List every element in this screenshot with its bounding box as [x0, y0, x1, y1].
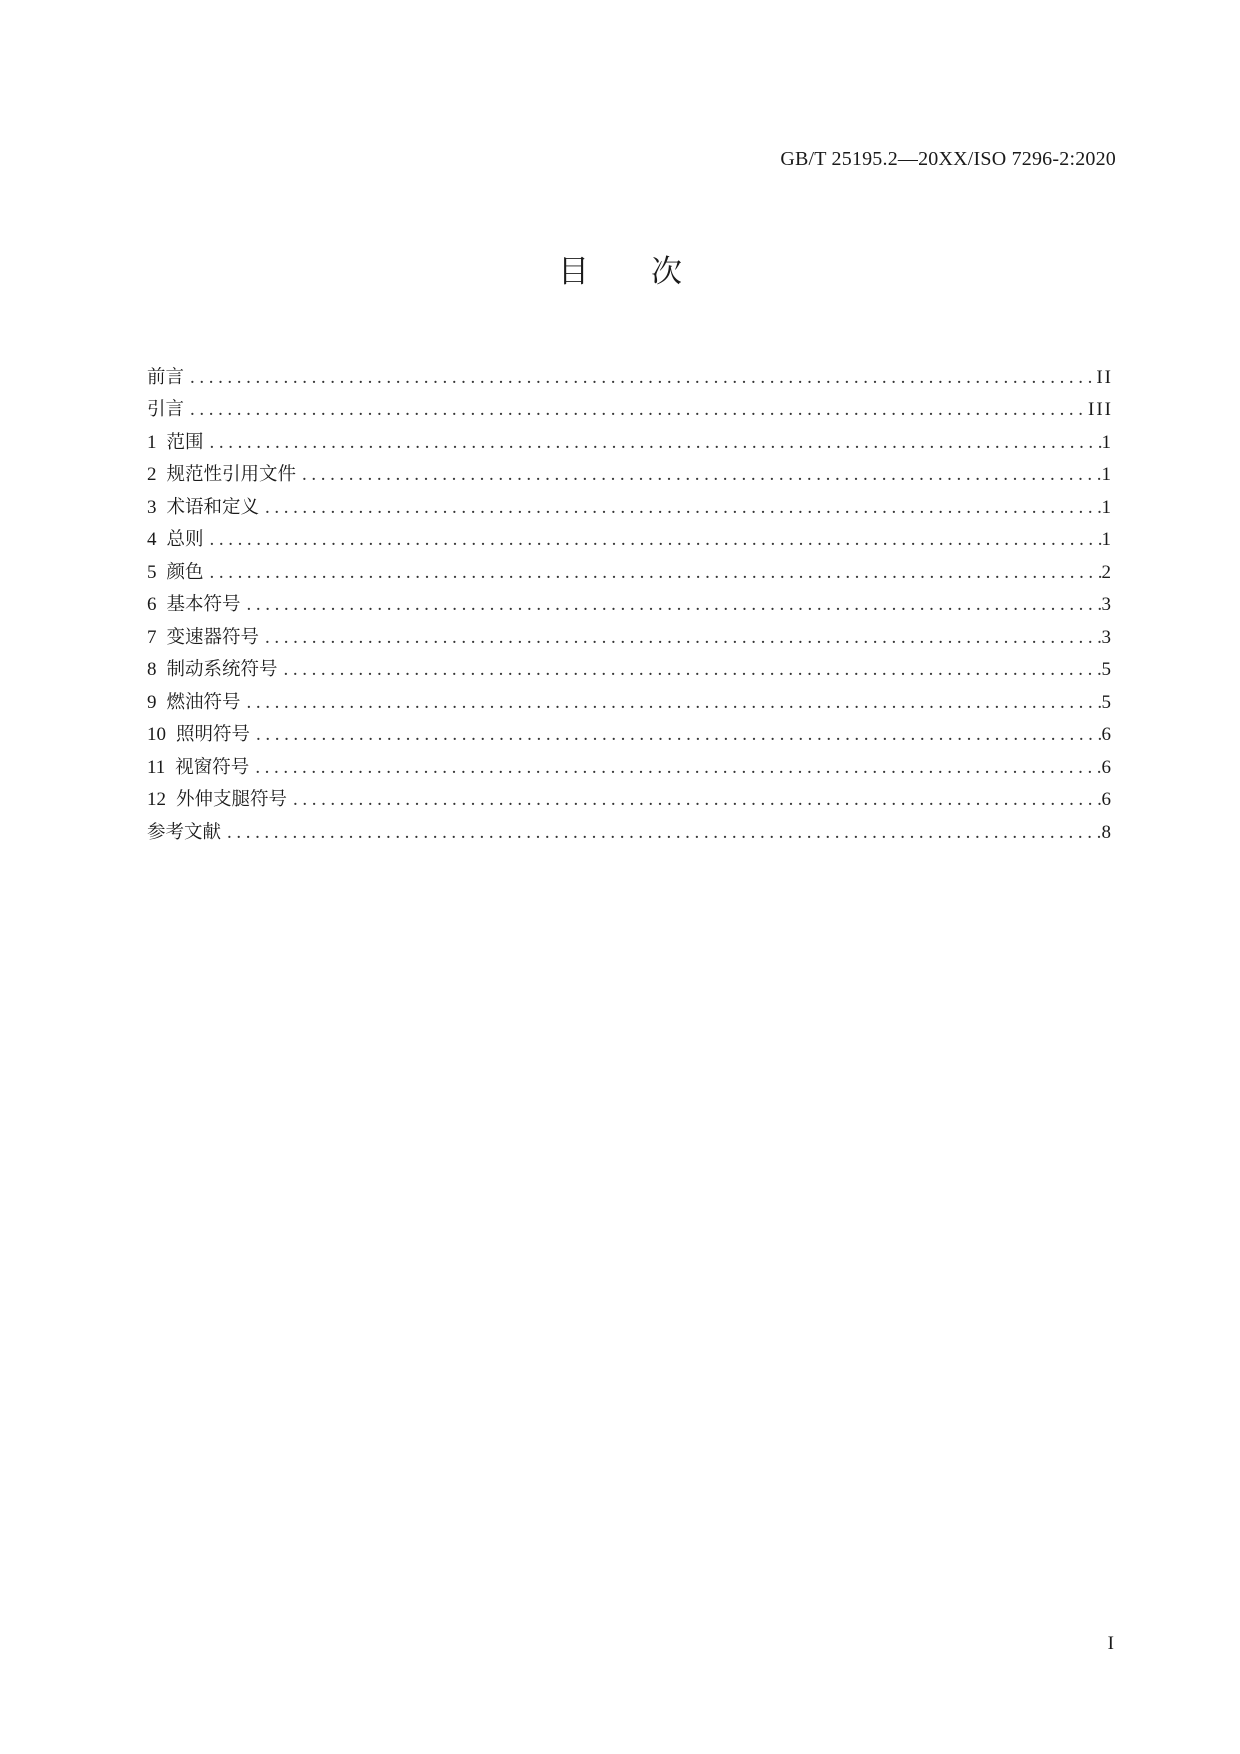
toc-entry-label [147, 755, 249, 781]
table-of-contents [147, 358, 1113, 846]
toc-entry-label [147, 722, 250, 748]
toc-entry-number: 4 [147, 529, 157, 550]
toc-leader-dots [296, 462, 1101, 488]
toc-entry-page: 1 [1101, 529, 1113, 550]
toc-entry-title: 变速器符号 [166, 626, 260, 648]
toc-entry-page: 1 [1101, 464, 1113, 485]
toc-entry-page: 3 [1101, 626, 1113, 648]
toc-title-char-2: 次 [651, 254, 682, 290]
toc-entry-number: 11 [147, 756, 166, 778]
toc-entry-label [147, 397, 184, 423]
toc-entry-title: 照明符号 [176, 724, 251, 745]
toc-entry-brake-system-symbols[interactable] [147, 651, 1113, 684]
toc-entry-number: 6 [147, 594, 157, 615]
toc-entry-number: 8 [147, 659, 157, 680]
toc-entry-title: 规范性引用文件 [166, 464, 297, 485]
toc-leader-dots [184, 397, 1088, 423]
toc-entry-fuel-symbols[interactable] [147, 683, 1113, 716]
toc-entry-title: 制动系统符号 [166, 659, 278, 680]
toc-leader-dots [249, 755, 1101, 781]
toc-entry-label [147, 625, 259, 651]
toc-entry-colour[interactable] [147, 553, 1113, 586]
toc-entry-title: 基本符号 [166, 594, 241, 615]
toc-entry-label [147, 365, 184, 391]
toc-entry-page: 3 [1101, 594, 1113, 615]
toc-entry-page: 5 [1101, 659, 1113, 680]
toc-entry-page: 1 [1101, 496, 1113, 518]
toc-entry-page: 6 [1101, 724, 1113, 745]
toc-leader-dots [278, 657, 1102, 683]
toc-entry-page: 6 [1101, 789, 1113, 810]
toc-leader-dots [241, 592, 1102, 618]
toc-entry-title: 总则 [166, 529, 204, 550]
toc-entry-label [147, 430, 204, 456]
toc-entry-label [147, 820, 221, 846]
toc-entry-label [147, 462, 296, 488]
toc-entry-title: 术语和定义 [166, 496, 260, 518]
toc-leader-dots [287, 787, 1101, 813]
toc-entry-number: 7 [147, 626, 157, 648]
toc-entry-title: 引言 [147, 399, 185, 420]
toc-entry-foreword[interactable] [147, 358, 1113, 391]
toc-entry-page: 2 [1101, 561, 1113, 583]
toc-entry-introduction[interactable] [147, 391, 1113, 424]
toc-leader-dots [250, 722, 1101, 748]
toc-entry-outrigger-symbols[interactable] [147, 781, 1113, 814]
toc-title-char-1: 目 [558, 254, 589, 290]
toc-leader-dots [204, 560, 1102, 586]
toc-entry-title: 前言 [147, 366, 185, 388]
toc-entry-number: 1 [147, 431, 157, 453]
toc-title [0, 252, 1240, 292]
toc-entry-transmission-symbols[interactable] [147, 618, 1113, 651]
toc-leader-dots [204, 527, 1102, 553]
toc-entry-window-symbols[interactable] [147, 748, 1113, 781]
toc-entry-basic-symbols[interactable] [147, 586, 1113, 619]
toc-entry-page: II [1096, 366, 1113, 388]
toc-entry-label [147, 787, 287, 813]
toc-entry-normative-references[interactable] [147, 456, 1113, 489]
toc-entry-number: 2 [147, 464, 157, 485]
toc-entry-label [147, 592, 241, 618]
toc-entry-label [147, 527, 204, 553]
toc-entry-label [147, 690, 241, 716]
toc-entry-title: 范围 [166, 431, 204, 453]
toc-entry-label [147, 657, 278, 683]
toc-leader-dots [204, 430, 1102, 456]
toc-entry-number: 3 [147, 496, 157, 518]
toc-entry-number: 10 [147, 724, 166, 745]
toc-entry-title: 燃油符号 [166, 691, 241, 713]
standard-code-header: GB/T 25195.2—20XX/ISO 7296-2:2020 [780, 148, 1116, 170]
toc-leader-dots [184, 365, 1096, 391]
toc-entry-number: 9 [147, 691, 157, 713]
toc-entry-label [147, 495, 259, 521]
toc-entry-title: 参考文献 [147, 821, 222, 843]
toc-entry-scope[interactable] [147, 423, 1113, 456]
toc-entry-page: 8 [1101, 821, 1113, 843]
toc-leader-dots [241, 690, 1102, 716]
toc-entry-title: 视窗符号 [175, 756, 250, 778]
toc-leader-dots [259, 625, 1101, 651]
toc-entry-page: 5 [1101, 691, 1113, 713]
toc-entry-number: 12 [147, 789, 166, 810]
toc-entry-page: 1 [1101, 431, 1113, 453]
toc-entry-lighting-symbols[interactable] [147, 716, 1113, 749]
toc-entry-page: 6 [1101, 756, 1113, 778]
toc-entry-terms-definitions[interactable] [147, 488, 1113, 521]
toc-entry-title: 颜色 [166, 561, 204, 583]
toc-entry-general[interactable] [147, 521, 1113, 554]
toc-leader-dots [221, 820, 1101, 846]
toc-leader-dots [259, 495, 1101, 521]
toc-entry-bibliography[interactable] [147, 813, 1113, 846]
toc-entry-title: 外伸支腿符号 [176, 789, 288, 810]
toc-entry-label [147, 560, 204, 586]
toc-entry-page: III [1088, 399, 1113, 420]
toc-entry-number: 5 [147, 561, 157, 583]
page-number: I [1107, 1633, 1114, 1654]
